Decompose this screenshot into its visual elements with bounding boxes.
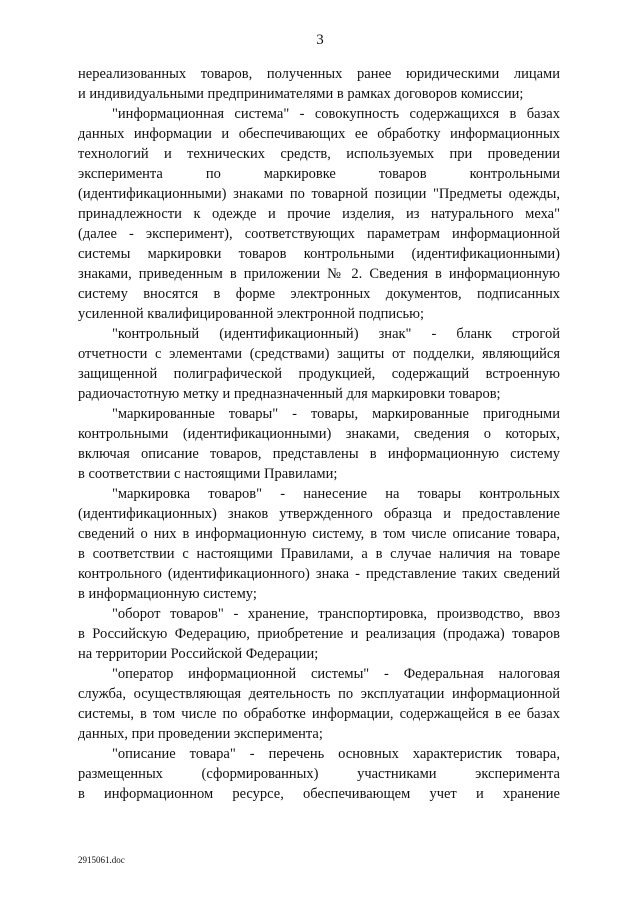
text-line: данных, при проведении эксперимента;	[78, 726, 323, 742]
text-line: (далее - эксперимент), соответствующих параметрам информационной	[78, 226, 560, 242]
text-line: данных информации и обеспечивающих ее обработку информационных	[78, 126, 560, 142]
text-line: в информационном ресурсе, обеспечивающем учет и хранение	[78, 786, 560, 802]
text-line: в соответствии с настоящими Правилами;	[78, 466, 338, 482]
text-line: "оборот товаров" - хранение, транспортировка, производство, ввоз	[112, 606, 560, 622]
text-line: сведений о них в информационную систему, в том числе описание товара,	[78, 526, 560, 542]
text-line: "информационная система" - совокупность содержащихся в базах	[112, 106, 560, 122]
text-line: "контрольный (идентификационный) знак" - бланк строгой	[112, 326, 560, 342]
text-line: размещенных (сформированных) участниками эксперимента	[78, 766, 560, 782]
text-line: принадлежности к одежде и прочие изделия, из натурального меха"	[78, 206, 560, 222]
text-line: на территории Российской Федерации;	[78, 646, 319, 662]
text-line: контрольными (идентификационными) знаками, сведения о которых,	[78, 426, 560, 442]
text-line: усиленной квалифицированной электронной подписью;	[78, 306, 425, 322]
text-line: системы, в том числе по обработке информации, содержащейся в ее базах	[78, 706, 560, 722]
text-line: служба, осуществляющая деятельность по эксплуатации информационной	[78, 686, 560, 702]
text-line: "оператор информационной системы" - Федеральная налоговая	[112, 666, 560, 682]
text-line: нереализованных товаров, полученных ранее юридическими лицами	[78, 66, 560, 82]
text-line: (идентификационными) знаками по товарной позиции "Предметы одежды,	[78, 186, 560, 202]
text-line: включая описание товаров, представлены в информационную систему	[78, 446, 560, 462]
text-line: "маркированные товары" - товары, маркированные пригодными	[112, 406, 560, 422]
text-line: эксперимента по маркировке товаров контрольными	[78, 166, 560, 182]
text-line: "описание товара" - перечень основных характеристик товара,	[112, 746, 560, 762]
text-line: контрольного (идентификационного) знака - представление таких сведений	[78, 566, 560, 582]
document-body	[78, 64, 560, 804]
text-line: защищенной полиграфической продукцией, содержащий встроенную	[78, 366, 560, 382]
text-line: и индивидуальными предпринимателями в рамках договоров комиссии;	[78, 86, 524, 102]
text-line: (идентификационных) знаков утвержденного образца и предоставление	[78, 506, 560, 522]
text-line: в соответствии с настоящими Правилами, а в случае наличия на товаре	[78, 546, 560, 562]
footer-filename: 2915061.doc	[78, 855, 125, 865]
text-line: в Российскую Федерацию, приобретение и реализация (продажа) товаров	[78, 626, 560, 642]
text-line: знаками, приведенным в приложении № 2. Сведения в информационную	[78, 266, 560, 282]
text-line: в информационную систему;	[78, 586, 257, 602]
page-number: 3	[316, 32, 324, 48]
text-line: системы маркировки товаров контрольными (идентификационными)	[78, 246, 560, 262]
text-line: технологий и технических средств, используемых при проведении	[78, 146, 560, 162]
text-line: "маркировка товаров" - нанесение на товары контрольных	[112, 486, 560, 502]
text-line: отчетности с элементами (средствами) защиты от подделки, являющийся	[78, 346, 560, 362]
text-line: радиочастотную метку и предназначенный для маркировки товаров;	[78, 386, 501, 402]
text-line: систему вносятся в форме электронных документов, подписанных	[78, 286, 560, 302]
